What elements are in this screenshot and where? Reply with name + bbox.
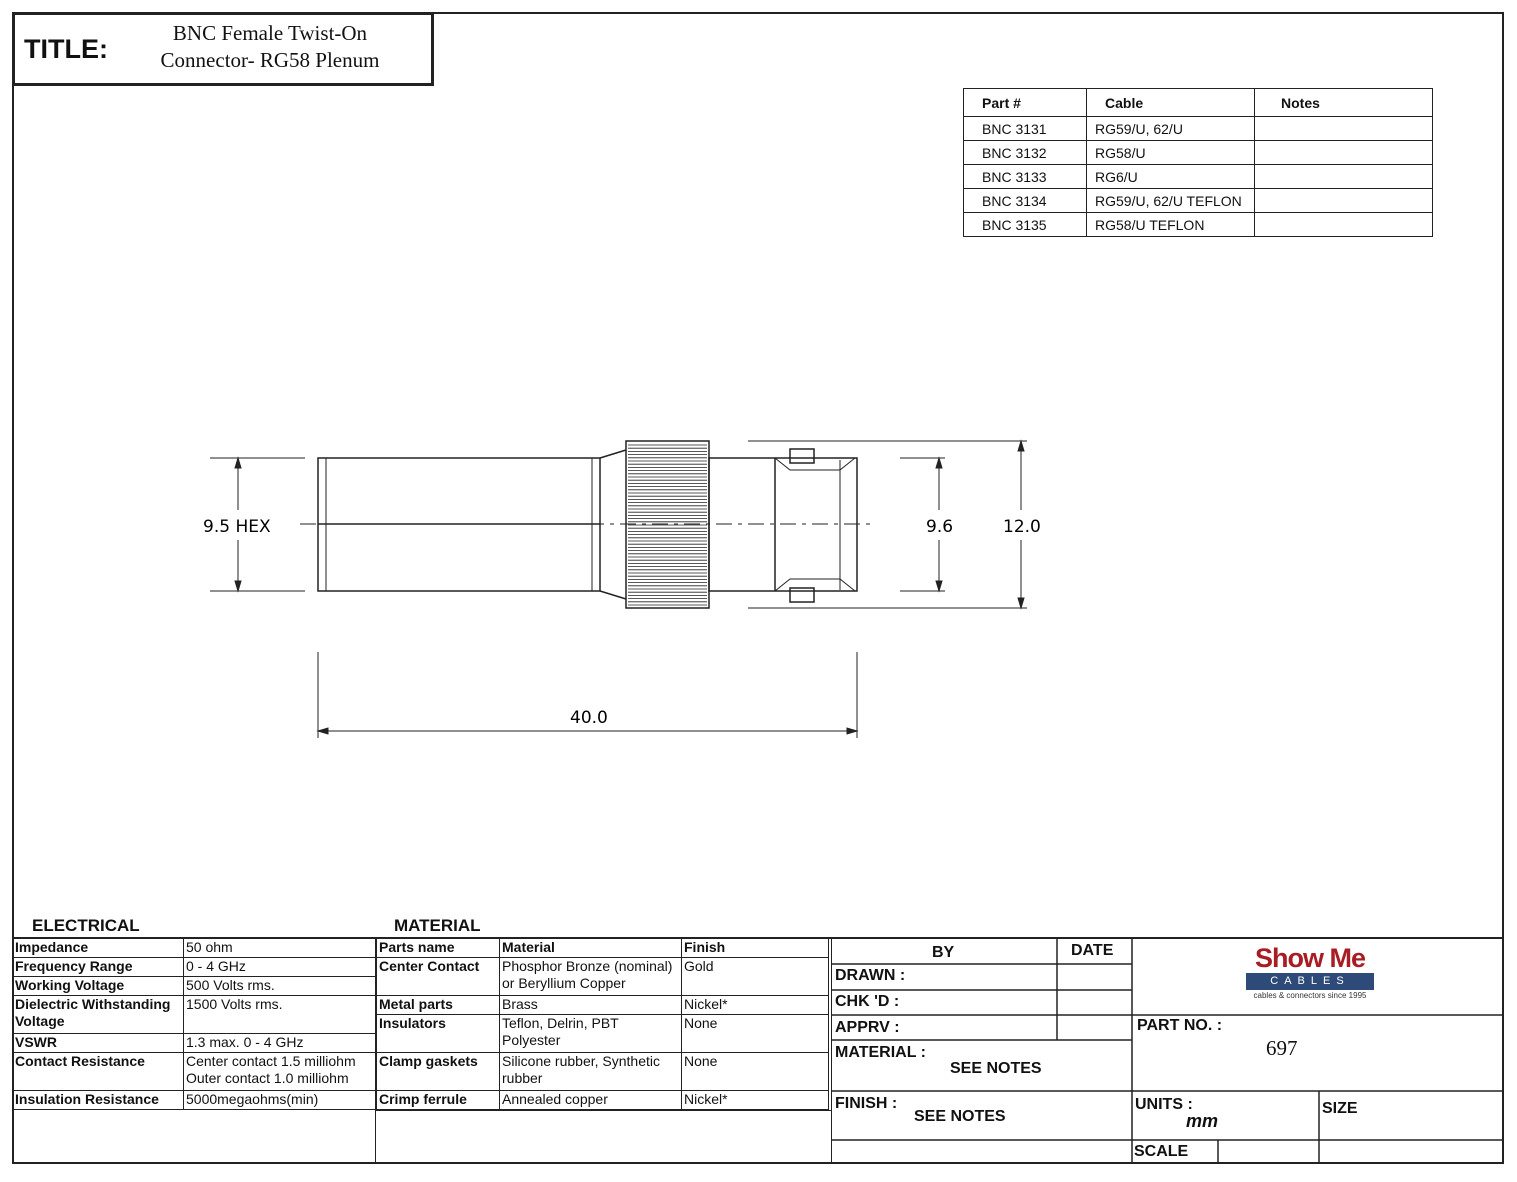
part-cable: RG59/U, 62/U TEFLON — [1087, 189, 1255, 213]
material-part: Clamp gaskets — [377, 1053, 500, 1091]
logo-tagline: cables & connectors since 1995 — [1253, 991, 1367, 1000]
dim-40-0-label: 40.0 — [570, 708, 608, 728]
dim-hex-label: 9.5 HEX — [203, 517, 271, 537]
tb-part-no-label: PART NO. : — [1137, 1017, 1223, 1034]
electrical-value: 500 Volts rms. — [184, 977, 377, 996]
material-header-material: Material — [500, 939, 682, 958]
tb-material-value: SEE NOTES — [950, 1060, 1042, 1077]
parts-header-part: Part # — [964, 89, 1087, 117]
tb-apprv: APPRV : — [835, 1019, 900, 1036]
electrical-value: 1500 Volts rms. — [184, 996, 377, 1034]
material-part: Center Contact — [377, 958, 500, 996]
part-cable: RG6/U — [1087, 165, 1255, 189]
electrical-key: VSWR — [13, 1034, 184, 1053]
part-number: BNC 3132 — [964, 141, 1087, 165]
part-cable: RG58/U TEFLON — [1087, 213, 1255, 237]
tb-part-no-value: 697 — [1266, 1036, 1298, 1060]
part-number: BNC 3134 — [964, 189, 1087, 213]
part-cable: RG58/U — [1087, 141, 1255, 165]
material-part: Insulators — [377, 1015, 500, 1053]
logo-bar: CABLES — [1246, 973, 1374, 990]
tb-by: BY — [932, 944, 955, 961]
material-material: Phosphor Bronze (nominal) or Beryllium Copper — [500, 958, 682, 996]
electrical-key: Insulation Resistance — [13, 1091, 184, 1110]
electrical-value: 5000megaohms(min) — [184, 1091, 377, 1110]
tb-drawn: DRAWN : — [835, 967, 906, 984]
title-line-2: Connector- RG58 Plenum — [160, 48, 380, 72]
material-finish: None — [682, 1053, 829, 1091]
electrical-value: Center contact 1.5 milliohm Outer contact 1.0 milliohm — [184, 1053, 377, 1091]
part-cable: RG59/U, 62/U — [1087, 117, 1255, 141]
dim-9-6-label: 9.6 — [926, 517, 954, 537]
electrical-value: 50 ohm — [184, 939, 377, 958]
material-header-part: Parts name — [377, 939, 500, 958]
material-part: Metal parts — [377, 996, 500, 1015]
material-finish: Gold — [682, 958, 829, 996]
electrical-value: 1.3 max. 0 - 4 GHz — [184, 1034, 377, 1053]
parts-header-notes: Notes — [1255, 89, 1433, 117]
tb-units-label: UNITS : — [1135, 1096, 1193, 1113]
part-number: BNC 3135 — [964, 213, 1087, 237]
electrical-key: Working Voltage — [13, 977, 184, 996]
title-line-1: BNC Female Twist-On — [172, 21, 368, 45]
tb-material-label: MATERIAL : — [835, 1044, 926, 1061]
material-heading: MATERIAL — [394, 916, 481, 935]
tb-scale-label: SCALE — [1134, 1143, 1189, 1160]
part-number: BNC 3133 — [964, 165, 1087, 189]
parts-header-cable: Cable — [1087, 89, 1255, 117]
tb-finish-label: FINISH : — [835, 1095, 898, 1112]
tb-date: DATE — [1071, 942, 1114, 959]
material-finish: Nickel* — [682, 1091, 829, 1110]
material-part: Crimp ferrule — [377, 1091, 500, 1110]
electrical-key: Dielectric Withstanding Voltage — [13, 996, 184, 1034]
tb-size-label: SIZE — [1322, 1100, 1358, 1117]
material-header-finish: Finish — [682, 939, 829, 958]
electrical-key: Impedance — [13, 939, 184, 958]
material-material: Teflon, Delrin, PBT Polyester — [500, 1015, 682, 1053]
electrical-value: 0 - 4 GHz — [184, 958, 377, 977]
electrical-key: Frequency Range — [13, 958, 184, 977]
electrical-key: Contact Resistance — [13, 1053, 184, 1091]
part-number: BNC 3131 — [964, 117, 1087, 141]
title-label: TITLE: — [24, 34, 108, 64]
material-material: Brass — [500, 996, 682, 1015]
material-finish: Nickel* — [682, 996, 829, 1015]
material-finish: None — [682, 1015, 829, 1053]
electrical-heading: ELECTRICAL — [32, 916, 140, 935]
tb-finish-value: SEE NOTES — [914, 1108, 1006, 1125]
material-material: Annealed copper — [500, 1091, 682, 1110]
tb-chkd: CHK 'D : — [835, 993, 900, 1010]
tb-units-value: mm — [1186, 1111, 1219, 1131]
company-logo — [1246, 943, 1374, 1000]
material-material: Silicone rubber, Synthetic rubber — [500, 1053, 682, 1091]
dim-12-0-label: 12.0 — [1003, 517, 1041, 537]
logo-wordmark: Show Me — [1254, 943, 1365, 973]
